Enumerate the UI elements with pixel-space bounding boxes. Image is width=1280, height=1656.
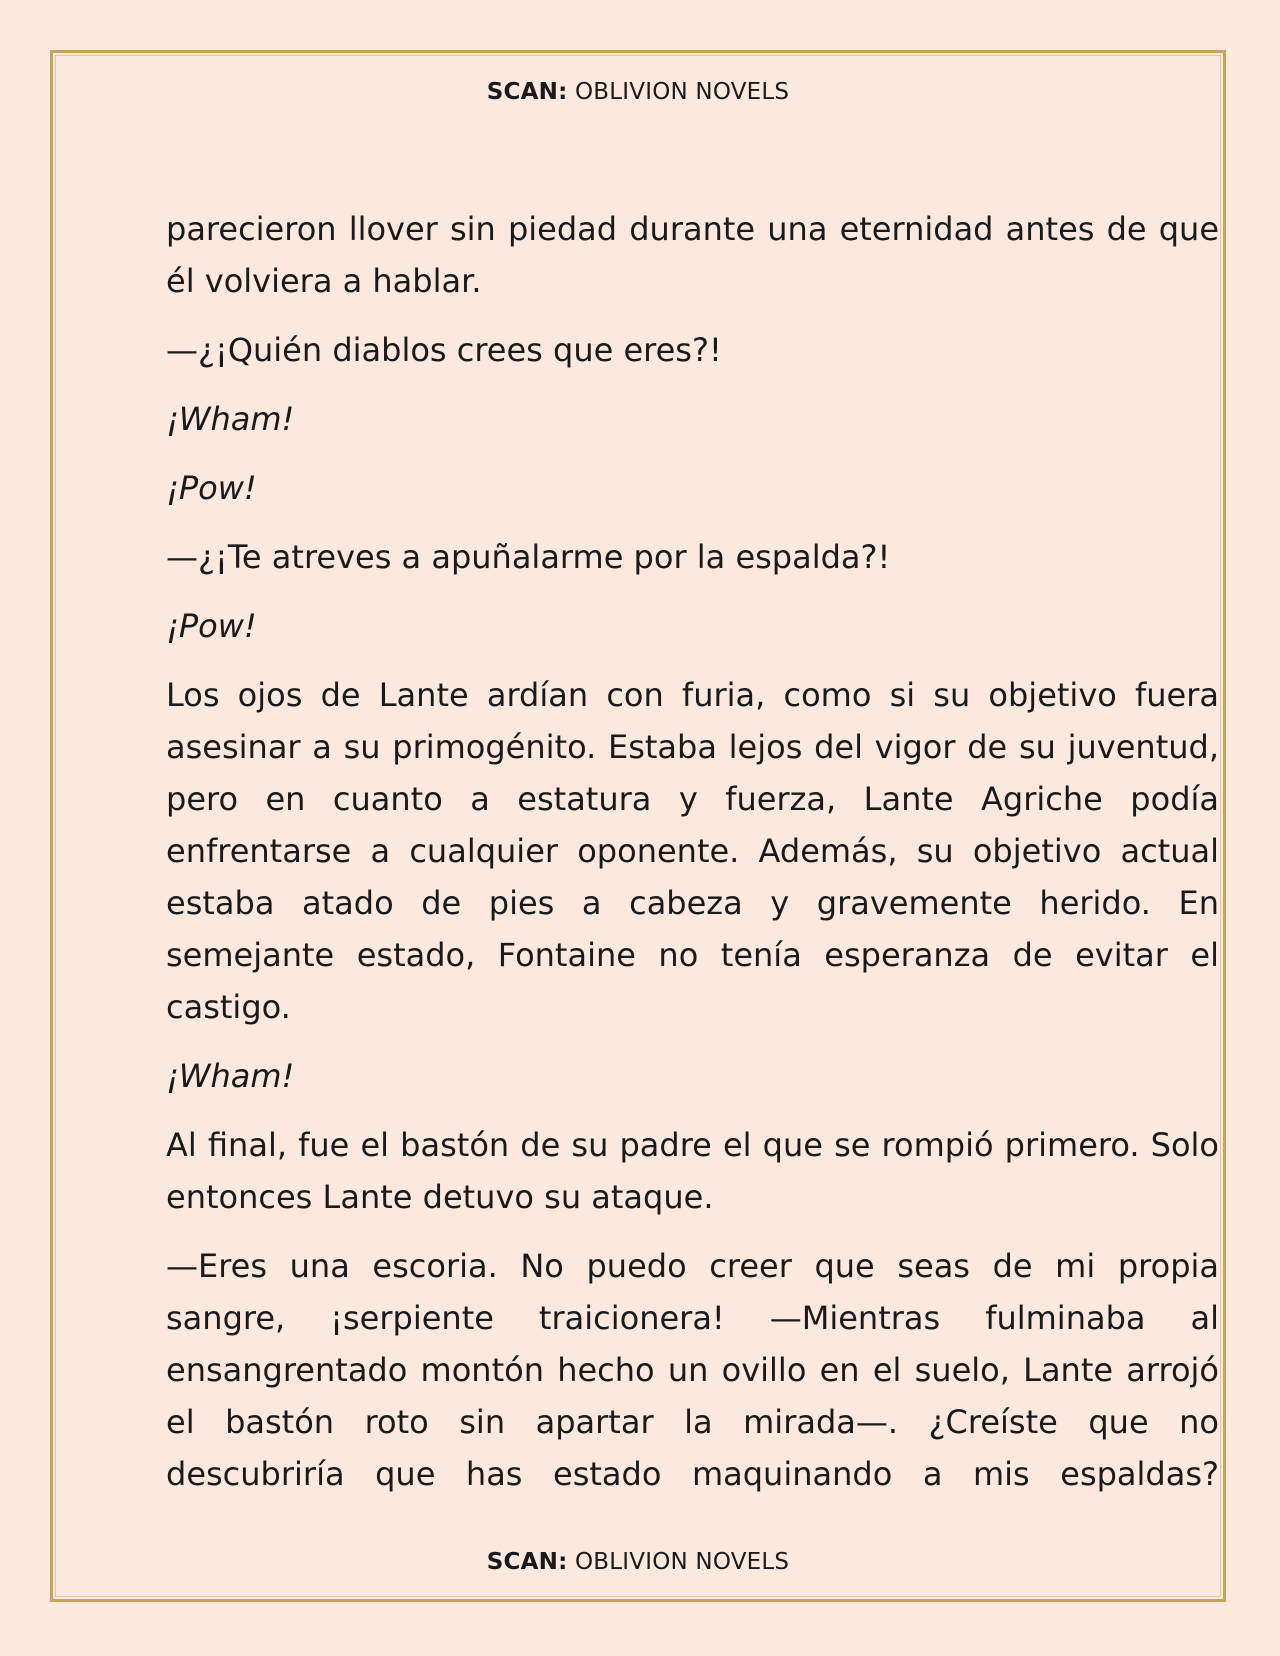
sound-effect: ¡Wham!: [166, 400, 295, 438]
scan-footer-label: SCAN:: [486, 1549, 568, 1575]
dialogue-line: —¿¡Quién diablos crees que eres?!: [166, 331, 722, 369]
novel-text: [166, 203, 1219, 1517]
sound-effect: ¡Wham!: [166, 1057, 295, 1095]
paragraph: parecieron llover sin piedad durante una eternidad antes de que él volviera a hablar.: [166, 210, 1219, 300]
paragraph: Al final, fue el bastón de su padre el que se rompió primero. Solo entonces Lante detuvo su ataque.: [166, 1126, 1219, 1216]
scan-footer: [53, 1549, 1223, 1575]
dialogue-paragraph: —Eres una escoria. No puedo creer que seas de mi propia sangre, ¡serpiente traicionera! —Mientras fulminaba al ensangrentado montón hecho un ovillo en el suelo, Lante arrojó el bastón roto sin apartar la mirada—. ¿Creíste que no descubriría que has estado maquinando a mis espaldas?: [166, 1247, 1219, 1493]
sound-effect: ¡Pow!: [166, 469, 257, 507]
sound-effect: ¡Pow!: [166, 607, 257, 645]
scan-header: [53, 79, 1223, 105]
page-border: [50, 50, 1226, 1602]
dialogue-line: —¿¡Te atreves a apuñalarme por la espalda?!: [166, 538, 891, 576]
paragraph: Los ojos de Lante ardían con furia, como si su objetivo fuera asesinar a su primogénito. Estaba lejos del vigor de su juventud, pero en cuanto a estatura y fuerza, Lante Agriche podía enfrentarse a cualquier oponente. Además, su objetivo actual estaba atado de pies a cabeza y gravemente herido. En semejante estado, Fontaine no tenía esperanza de evitar el castigo.: [166, 676, 1219, 1026]
scan-footer-group: OBLIVION NOVELS: [575, 1549, 790, 1575]
scan-header-group: OBLIVION NOVELS: [575, 79, 790, 105]
scan-header-label: SCAN:: [486, 79, 568, 105]
